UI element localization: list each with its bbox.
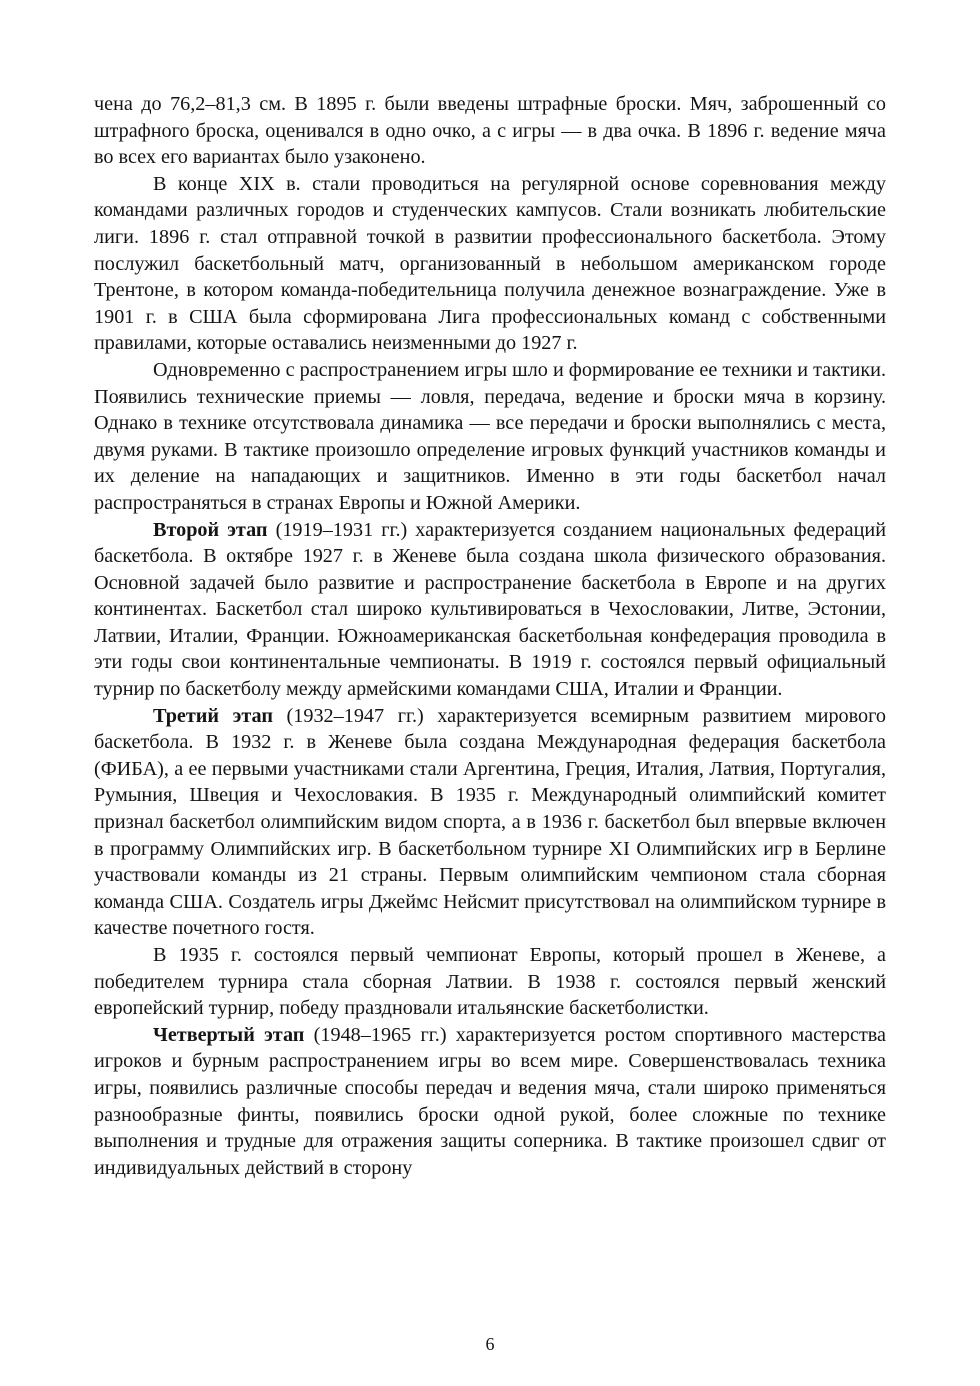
paragraph-continuation [94, 91, 886, 171]
paragraph-text: (1919–1931 гг.) характеризуется созданием национальных федераций баскетбола. В октябре 1927 г. в Женеве была создана школа физического образования. Основной задачей было развитие и распространение баскетбола в Европе и на других континентах. Баскетбол стал широко культивироваться в Чехословакии, Литве, Эстонии, Латвии, Италии, Франции. Южноамериканская баскетбольная конфедерация проводила в эти годы свои континентальные чемпионаты. В 1919 г. состоялся первый официальный турнир по баскетболу между армейскими командами США, Италии и Франции. [94, 518, 887, 701]
paragraph-lead: Второй этап [153, 518, 268, 541]
paragraph-text: В 1935 г. состоялся первый чемпионат Европы, который прошел в Женеве, а победителем турнира стала сборная Латвии. В 1938 г. состоялся первый женский европейский турнир, победу праздновали итальянские баскетболистки. [94, 944, 886, 1020]
paragraph-regular-leagues [94, 171, 886, 357]
paragraph-second-stage [94, 517, 886, 703]
paragraph-lead: Четвертый этап [153, 1023, 305, 1046]
paragraph-european-championship [94, 942, 886, 1022]
page-body [94, 91, 886, 1181]
paragraph-text: Одновременно с распространением игры шло и формирование ее техники и тактики. Появились технические приемы — ловля, передача, ведение и броски мяча в корзину. Однако в технике отсутствовала динамика — все передачи и броски выполнялись с места, двумя руками. В тактике произошло определение игровых функций участников команды и их деление на нападающих и защитников. Именно в эти годы баскетбол начал распространяться в странах Европы и Южной Америки. [94, 358, 886, 514]
paragraph-technique-tactics [94, 357, 886, 517]
paragraph-fourth-stage [94, 1022, 886, 1182]
paragraph-text: чена до 76,2–81,3 см. В 1895 г. были введены штрафные броски. Мяч, заброшенный со штрафного броска, оценивался в одно очко, а с игры — в два очка. В 1896 г. ведение мяча во всех его вариантах было узаконено. [94, 93, 886, 169]
paragraph-text: (1932–1947 гг.) характеризуется всемирным развитием мирового баскетбола. В 1932 г. в Женеве была создана Международная федерация баскетбола (ФИБА), а ее первыми участниками стали Аргентина, Греция, Италия, Латвия, Португалия, Румыния, Швеция и Чехословакия. В 1935 г. Международный олимпийский комитет признал баскетбол олимпийским видом спорта, а в 1936 г. баскетбол был впервые включен в программу Олимпийских игр. В баскетбольном турнире XI Олимпийских игр в Берлине участвовали команды из 21 страны. Первым олимпийским чемпионом стала сборная команда США. Создатель игры Джеймс Нейсмит присутствовал на олимпийском турнире в качестве почетного гостя. [94, 704, 886, 940]
page-number: 6 [485, 1334, 495, 1354]
paragraph-text: В конце XIX в. стали проводиться на регулярной основе соревнования между командами различных городов и студенческих кампусов. Стали возникать любительские лиги. 1896 г. стал отправной точкой в развитии профессионального баскетбола. Этому послужил баскетбольный матч, организованный в небольшом американском городе Трентоне, в котором команда-победительница получила денежное вознаграждение. Уже в 1901 г. в США была сформирована Лига профессиональных команд с собственными правилами, которые оставались неизменными до 1927 г. [94, 172, 886, 355]
paragraph-text: (1948–1965 гг.) характеризуется ростом спортивного мастерства игроков и бурным распространением игры во всем мире. Совершенствовалась техника игры, появились различные способы передач и ведения мяча, стали широко применяться разнообразные финты, появились броски одной рукой, более сложные по технике выполнения и трудные для отражения защиты соперника. В тактике произошел сдвиг от индивидуальных действий в сторону [94, 1023, 886, 1179]
paragraph-third-stage [94, 703, 886, 942]
paragraph-lead: Третий этап [153, 704, 273, 727]
